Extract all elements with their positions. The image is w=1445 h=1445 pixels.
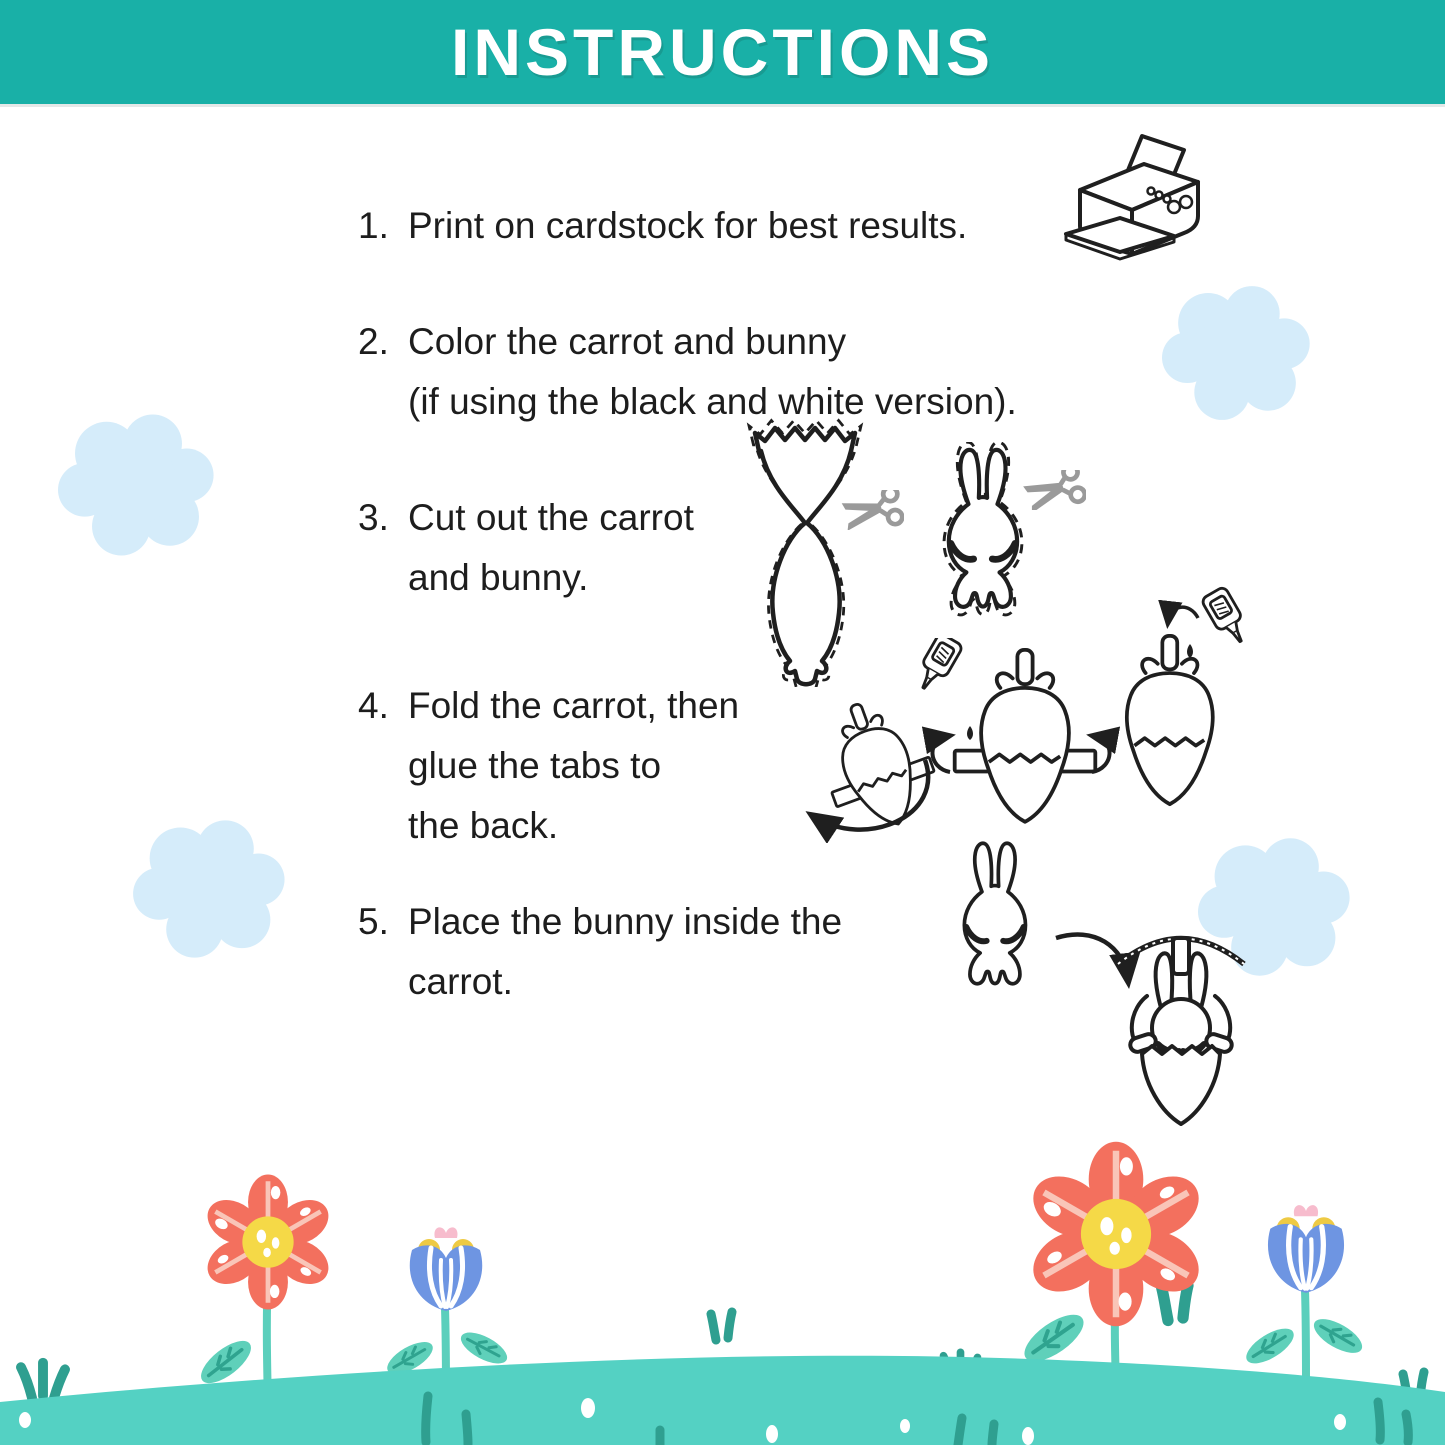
item-line: Color the carrot and bunny — [408, 321, 847, 362]
bunny-icon — [944, 834, 1049, 996]
item-number: 5. — [358, 901, 389, 942]
item-line: Cut out the carrot — [408, 497, 694, 538]
instruction-item-1 — [358, 196, 967, 256]
item-number: 4. — [358, 685, 389, 726]
tulip-flower — [410, 1227, 482, 1311]
glue-bottle-icon — [912, 638, 963, 695]
item-number: 1. — [358, 205, 389, 246]
item-number: 2. — [358, 321, 389, 362]
scissors-icon — [1022, 470, 1086, 510]
instruction-item-3 — [358, 488, 694, 608]
item-line: Place the bunny inside the — [408, 901, 843, 942]
bunny-cutout-icon — [926, 442, 1042, 620]
cloud-shape — [1162, 283, 1312, 423]
scissors-icon — [840, 490, 904, 530]
cloud-shape — [130, 818, 290, 960]
item-line: carrot. — [408, 961, 513, 1002]
item-line: glue the tabs to — [408, 745, 662, 786]
garden-scene — [0, 1100, 1445, 1445]
item-line: (if using the black and white version). — [408, 381, 1017, 422]
instruction-item-4 — [358, 676, 739, 856]
instruction-item-2 — [358, 312, 1017, 432]
header-banner — [0, 0, 1445, 104]
item-line: Print on cardstock for best results. — [408, 205, 968, 246]
item-number: 3. — [358, 497, 389, 538]
instruction-item-5 — [358, 892, 842, 1012]
item-line: and bunny. — [408, 557, 589, 598]
daisy-flower — [200, 1175, 337, 1310]
carrot-template-icon — [742, 415, 874, 687]
carrot-glued-icon — [1092, 582, 1254, 837]
tulip-flower — [1268, 1205, 1344, 1293]
item-line: Fold the carrot, then — [408, 685, 740, 726]
item-line: the back. — [408, 805, 559, 846]
glue-bottle-icon — [1201, 586, 1253, 648]
page-title: INSTRUCTIONS — [451, 15, 994, 89]
cloud-shape — [58, 412, 216, 558]
printer-icon — [1058, 130, 1218, 282]
